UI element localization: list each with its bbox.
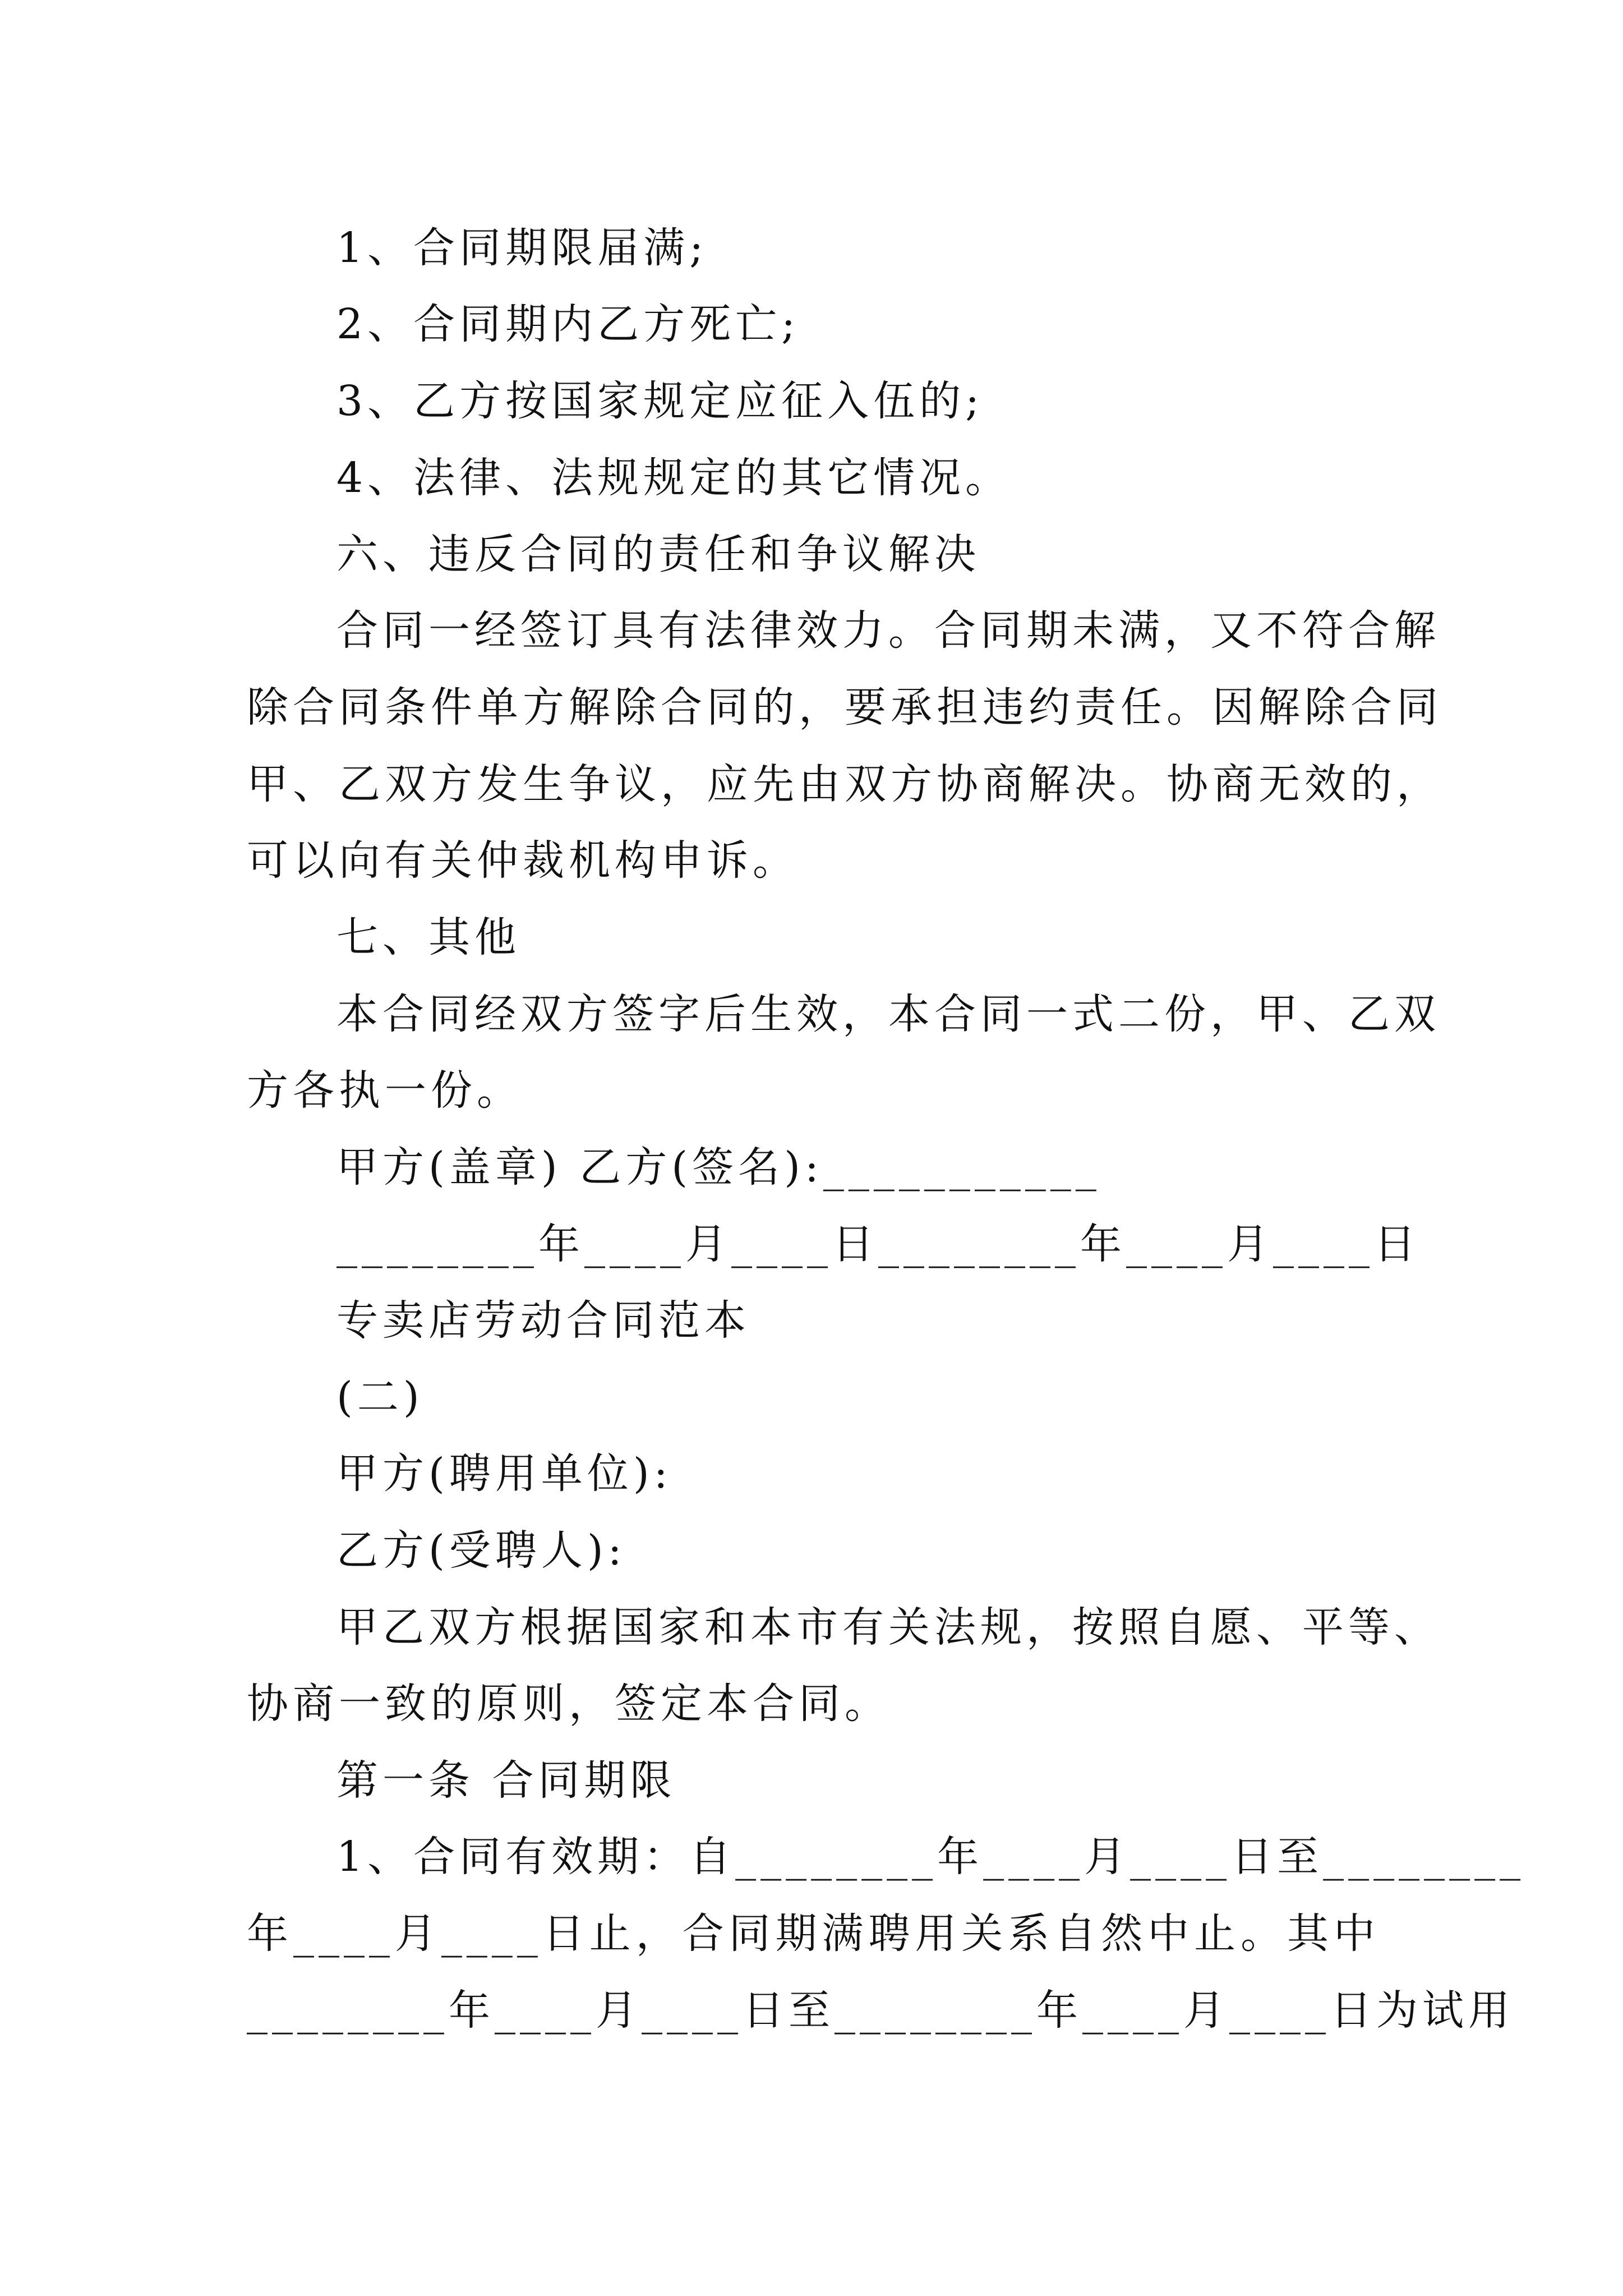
contract-title: 专卖店劳动合同范本 — [336, 1296, 750, 1345]
term-line: 年____月____日止，合同期满聘用关系自然中止。其中 — [247, 1910, 1380, 1958]
paragraph-line: 甲乙双方根据国家和本市有关法规，按照自愿、平等、 — [336, 1603, 1440, 1651]
paragraph-line: 甲、乙双方发生争议，应先由双方协商解决。协商无效的， — [247, 760, 1442, 808]
clause-other: 4、法律、法规规定的其它情况。 — [336, 454, 1012, 502]
date-line: ________年____月____日________年____月____日 — [336, 1220, 1420, 1268]
section-heading-other: 七、其他 — [336, 913, 520, 961]
party-a-label: 甲方(聘用单位): — [336, 1450, 672, 1498]
paragraph-line: 可以向有关仲裁机构申诉。 — [247, 836, 799, 885]
party-b-label: 乙方(受聘人): — [336, 1526, 626, 1575]
paragraph-line: 本合同经双方签字后生效，本合同一式二份，甲、乙双 — [336, 990, 1440, 1038]
signature-line: 甲方(盖章) 乙方(签名):___________ — [336, 1143, 1101, 1191]
section-heading-liability: 六、违反合同的责任和争议解决 — [336, 530, 980, 578]
paragraph-line: 协商一致的原则，签定本合同。 — [247, 1680, 891, 1728]
term-line: 1、合同有效期：自________年____月____日至________ — [336, 1833, 1525, 1881]
article-heading: 第一条 合同期限 — [336, 1756, 676, 1805]
term-line: ________年____月____日至________年____月____日为试用 — [247, 1986, 1514, 2035]
paragraph-line: 合同一经签订具有法律效力。合同期未满，又不符合解 — [336, 606, 1440, 655]
clause-death: 2、合同期内乙方死亡; — [336, 300, 800, 348]
contract-number: (二) — [336, 1373, 424, 1421]
paragraph-line: 除合同条件单方解除合同的，要承担违约责任。因解除合同 — [247, 683, 1442, 731]
clause-military: 3、乙方按国家规定应征入伍的; — [336, 377, 984, 425]
clause-expiry: 1、合同期限届满; — [336, 224, 708, 272]
paragraph-line: 方各执一份。 — [247, 1066, 523, 1115]
